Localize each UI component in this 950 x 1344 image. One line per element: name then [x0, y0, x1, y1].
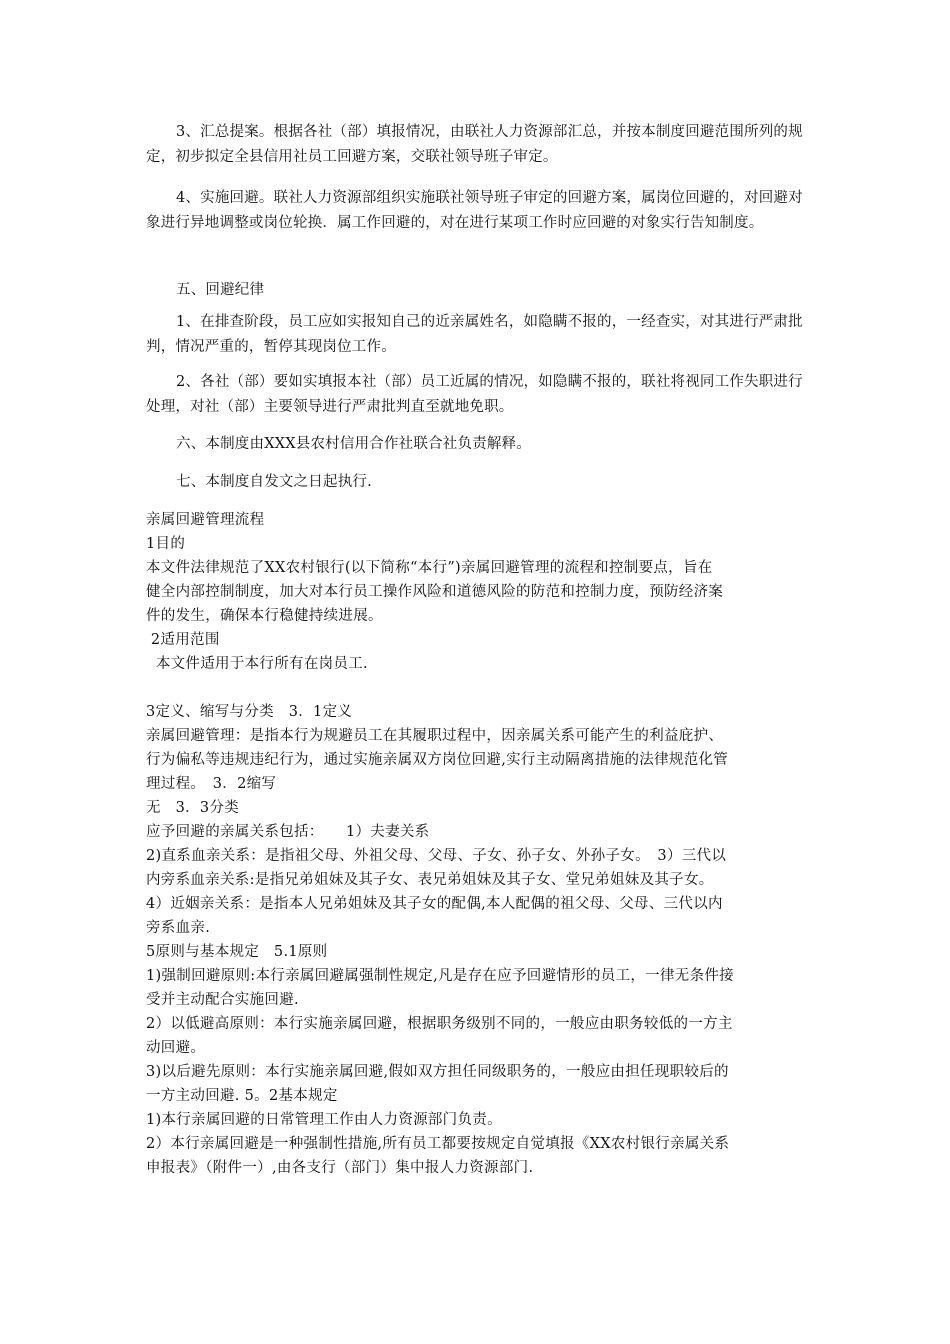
section-definition-heading: 3定义、缩写与分类 3．1定义 [146, 704, 353, 720]
text-line: 本文件适用于本行所有在岗员工. [146, 656, 368, 672]
procedure-title: 亲属回避管理流程 [146, 512, 265, 528]
text-line: 4）近姻亲关系：是指本人兄弟姐妹及其子女的配偶,本人配偶的祖父母、父母、三代以内 [146, 896, 723, 912]
paragraph-interpretation: 六、本制度由XXX县农村信用合作社联合社负责解释。 [176, 436, 531, 452]
text-line: 受并主动配合实施回避. [146, 992, 299, 1008]
text-line: 1)本行亲属回避的日常管理工作由人力资源部门负责。 [146, 1112, 502, 1128]
section-principles-heading: 5原则与基本规定 5.1原则 [146, 944, 328, 960]
text-line: 2）以低避高原则：本行实施亲属回避，根据职务级别不同的，一般应由职务较低的一方主 [146, 1016, 733, 1032]
paragraph-discipline-2: 2、各社（部）要如实填报本社（部）员工近属的情况，如隐瞒不报的，联社将视同工作失职进行处理，对社（部）主要领导进行严肃批判直至就地免职。 [146, 374, 803, 415]
procedure-section [146, 508, 810, 1180]
section-scope-heading: 2适用范围 [146, 632, 220, 648]
blank-line [146, 676, 810, 700]
text-line: 亲属回避管理：是指本行为规避员工在其履职过程中，因亲属关系可能产生的利益庇护、 [146, 728, 724, 744]
text-line: 旁系血亲. [146, 920, 211, 936]
paragraph-implement-avoidance: 4、实施回避。联社人力资源部组织实施联社领导班子审定的回避方案，属岗位回避的，对回避对象进行异地调整或岗位轮换．属工作回避的，对在进行某项工作时应回避的对象实行告知制度。 [146, 190, 803, 231]
text-line: 一方主动回避. 5。2基本规定 [146, 1088, 338, 1104]
text-line: 理过程。 3．2缩写 [146, 776, 277, 792]
text-line: 应予回避的亲属关系包括： 1）夫妻关系 [146, 824, 430, 840]
text-line: 动回避。 [146, 1040, 206, 1056]
text-line: 3)以后避先原则：本行实施亲属回避,假如双方担任同级职务的，一般应由担任现职较后的 [146, 1064, 729, 1080]
heading-avoidance-discipline: 五、回避纪律 [176, 282, 265, 298]
paragraph-summary-proposal: 3、汇总提案。根据各社（部）填报情况，由联社人力资源部汇总，并按本制度回避范围所列的规定，初步拟定全县信用社员工回避方案，交联社领导班子审定。 [146, 124, 803, 165]
paragraph-discipline-1: 1、在排查阶段，员工应如实报知自己的近亲属姓名，如隐瞒不报的，一经查实，对其进行严肃批判，情况严重的，暂停其现岗位工作。 [146, 314, 803, 355]
text-line: 无 3．3分类 [146, 800, 240, 816]
paragraph-effective-date: 七、本制度自发文之日起执行. [176, 474, 372, 490]
text-line: 行为偏私等违规违纪行为，通过实施亲属双方岗位回避,实行主动隔离措施的法律规范化管 [146, 752, 729, 768]
text-line: 1)强制回避原则:本行亲属回避属强制性规定,凡是存在应予回避情形的员工，一律无条件接 [146, 968, 734, 984]
section-purpose-heading: 1目的 [146, 536, 186, 552]
text-line: 2）本行亲属回避是一种强制性措施,所有员工都要按规定自觉填报《XX农村银行亲属关系 [146, 1136, 730, 1152]
text-line: 本文件法律规范了XX农村银行(以下简称“本行”)亲属回避管理的流程和控制要点，旨在 [146, 560, 713, 576]
text-line: 申报表》（附件一）,由各支行（部门）集中报人力资源部门. [146, 1160, 534, 1176]
text-line: 健全内部控制制度，加大对本行员工操作风险和道德风险的防范和控制力度，预防经济案 [146, 584, 724, 600]
text-line: 内旁系血亲关系:是指兄弟姐妹及其子女、表兄弟姐妹及其子女、堂兄弟姐妹及其子女。 [146, 872, 714, 888]
text-line: 件的发生，确保本行稳健持续进展。 [146, 608, 383, 624]
text-line: 2)直系血亲关系：是指祖父母、外祖父母、父母、子女、孙子女、外孙子女。 3）三代以 [146, 848, 727, 864]
